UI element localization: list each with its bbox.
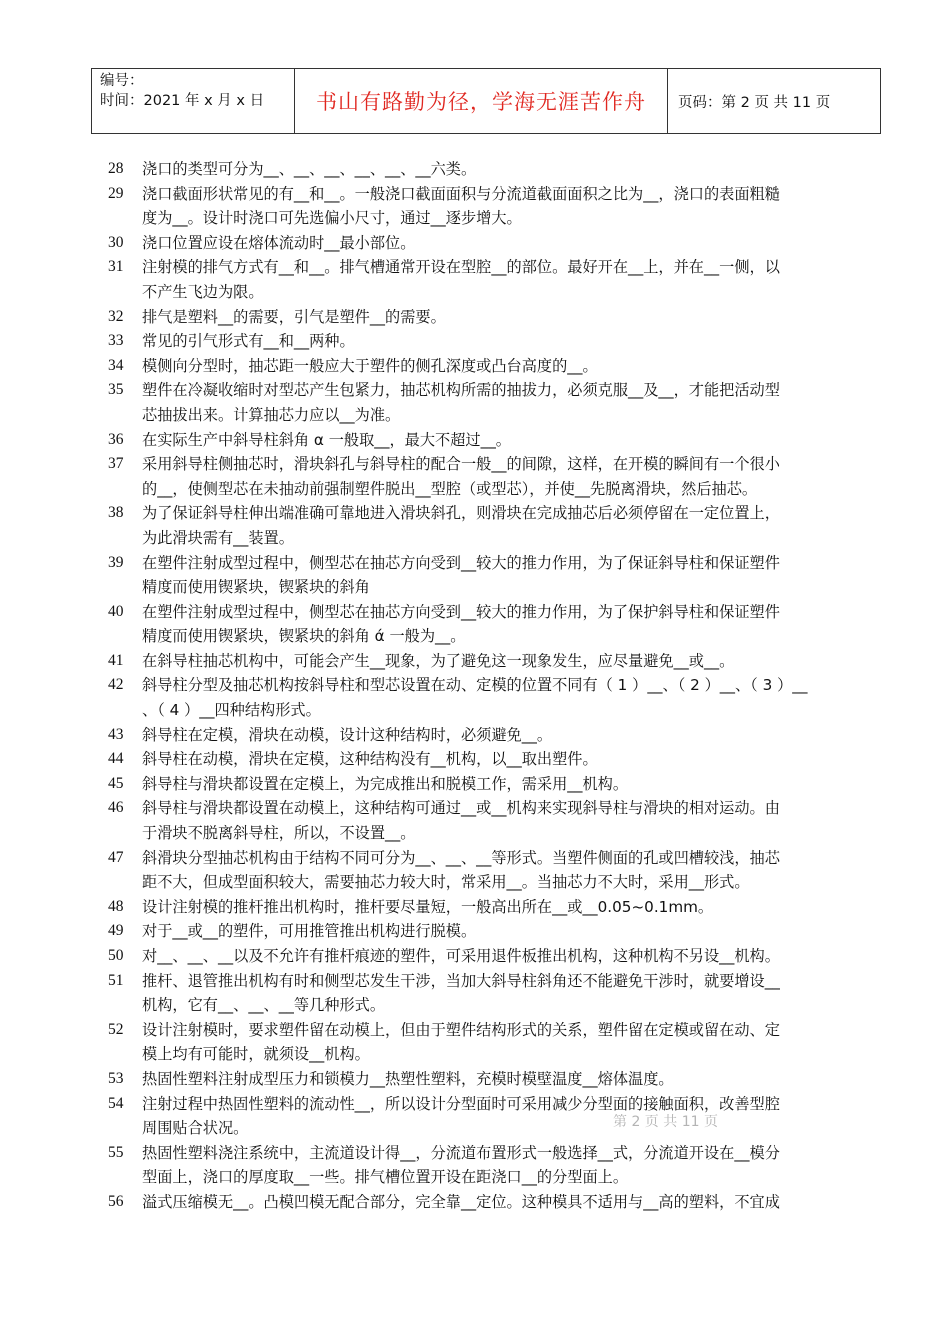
document-header xyxy=(91,68,881,134)
item-number: 52 xyxy=(108,1020,124,1038)
list-item xyxy=(108,846,860,895)
list-item xyxy=(108,329,860,354)
item-number: 46 xyxy=(108,799,124,817)
item-text: 注射过程中热固性塑料的流动性__，所以设计分型面时可采用减少分型面的接触面积，改善型腔 周围贴合状况。 xyxy=(142,1094,780,1138)
list-item xyxy=(108,255,860,304)
item-number: 53 xyxy=(108,1069,124,1087)
item-number: 41 xyxy=(108,651,124,669)
list-item xyxy=(108,551,860,600)
item-number: 35 xyxy=(108,381,124,399)
list-item xyxy=(108,378,860,427)
item-text: 在塑件注射成型过程中，侧型芯在抽芯方向受到__较大的推力作用，为了保证斜导柱和保证塑件 精度而使用锲紧块，锲紧块的斜角 xyxy=(142,553,780,597)
item-number: 54 xyxy=(108,1094,124,1112)
item-text: 浇口截面形状常见的有__和__。一般浇口截面面积与分流道截面面积之比为__，浇口的表面粗糙 度为__。设计时浇口可先选偏小尺寸，通过__逐步增大。 xyxy=(142,184,780,228)
list-item xyxy=(108,673,860,722)
list-item xyxy=(108,796,860,845)
list-item xyxy=(108,428,860,453)
item-text: 在塑件注射成型过程中，侧型芯在抽芯方向受到__较大的推力作用，为了保护斜导柱和保证塑件 精度而使用锲紧块，锲紧块的斜角 ά 一般为__。 xyxy=(142,602,780,646)
item-number: 55 xyxy=(108,1143,124,1161)
list-item xyxy=(108,919,860,944)
item-text: 溢式压缩模无__。凸模凹模无配合部分，完全靠__定位。这种模具不适用与__高的塑料，不宜成 xyxy=(142,1192,780,1211)
item-number: 38 xyxy=(108,504,124,522)
item-number: 44 xyxy=(108,750,124,768)
list-item xyxy=(108,157,860,182)
list-item xyxy=(108,747,860,772)
item-number: 37 xyxy=(108,455,124,473)
list-item xyxy=(108,305,860,330)
list-item xyxy=(108,452,860,501)
list-item xyxy=(108,182,860,231)
question-list xyxy=(108,157,860,1215)
item-number: 42 xyxy=(108,676,124,694)
item-number: 50 xyxy=(108,947,124,964)
list-item xyxy=(108,969,860,1018)
item-text: 热固性塑料注射成型压力和锁模力__热塑性塑料，充模时模壁温度__熔体温度。 xyxy=(142,1069,674,1088)
item-text: 在实际生产中斜导柱斜角 α 一般取__，最大不超过__。 xyxy=(142,430,511,449)
item-number: 56 xyxy=(108,1192,124,1210)
item-text: 为了保证斜导柱伸出端准确可靠地进入滑块斜孔，则滑块在完成抽芯后必须停留在一定位置上， 为此滑块需有__装置。 xyxy=(142,504,780,547)
item-number: 49 xyxy=(108,922,124,940)
item-text: 斜导柱与滑块都设置在动模上，这种结构可通过__或__机构来实现斜导柱与滑块的相对运动。由 于滑块不脱离斜导柱，所以，不设置__。 xyxy=(142,799,780,843)
list-item xyxy=(108,354,860,379)
item-text: 推杆、退管推出机构有时和侧型芯发生干涉，当加大斜导柱斜角还不能避免干涉时，就要增设__ 机构，它有__、__、__等几种形式。 xyxy=(142,971,780,1015)
item-number: 33 xyxy=(108,332,124,350)
item-text: 设计注射模的推杆推出机构时，推杆要尽量短，一般高出所在__或__0.05~0.1mm。 xyxy=(142,897,714,916)
time-label: 时间：2021 年 x 月 x 日 xyxy=(100,93,265,109)
item-text: 浇口位置应设在熔体流动时__最小部位。 xyxy=(142,233,416,252)
item-text: 注射模的排气方式有__和__。排气槽通常开设在型腔__的部位。最好开在__上，并在__一侧，以 不产生飞边为限。 xyxy=(142,258,780,301)
list-item xyxy=(108,1092,860,1141)
item-number: 32 xyxy=(108,307,124,325)
list-item xyxy=(108,1018,860,1067)
list-item xyxy=(108,501,860,550)
header-meta xyxy=(92,69,295,133)
item-text: 常见的引气形式有__和__两种。 xyxy=(142,332,355,351)
item-text: 斜导柱在动模，滑块在定模，这种结构没有__机构，以__取出塑件。 xyxy=(142,750,598,769)
item-text: 排气是塑料__的需要，引气是塑件__的需要。 xyxy=(142,307,446,326)
item-number: 28 xyxy=(108,160,124,177)
item-text: 塑件在冷凝收缩时对型芯产生包紧力，抽芯机构所需的抽拔力，必须克服__及__，才能把活动型 芯抽拔出来。计算抽芯力应以__为准。 xyxy=(142,381,780,424)
list-item xyxy=(108,1190,860,1215)
list-item xyxy=(108,772,860,797)
item-number: 45 xyxy=(108,774,124,792)
item-number: 34 xyxy=(108,356,124,374)
page-footer-overlay: 第 2 页 共 11 页 xyxy=(613,1114,718,1130)
item-number: 48 xyxy=(108,897,124,915)
item-number: 40 xyxy=(108,602,124,620)
item-text: 对__、__、__以及不允许有推杆痕迹的塑件，可采用退件板推出机构，这种机构不另设__机构。 xyxy=(142,947,780,965)
item-number: 31 xyxy=(108,258,124,276)
list-item xyxy=(108,723,860,748)
item-number: 39 xyxy=(108,553,124,571)
item-number: 29 xyxy=(108,184,124,202)
item-text: 对于__或__的塑件，可用推管推出机构进行脱模。 xyxy=(142,922,477,941)
item-text: 浇口的类型可分为__、__、__、__、__、__六类。 xyxy=(142,160,477,178)
item-text: 在斜导柱抽芯机构中，可能会产生__现象，为了避免这一现象发生，应尽量避免__或__。 xyxy=(142,651,735,670)
item-text: 斜导柱分型及抽芯机构按斜导柱和型芯设置在动、定模的位置不同有（ 1 ）__、（ 2 ）__、（ 3 ）__ 、（ 4 ）__四种结构形式。 xyxy=(142,676,808,720)
item-text: 热固性塑料浇注系统中，主流道设计得__，分流道布置形式一般选择__式，分流道开设在__模分 型面上，浇口的厚度取__一些。排气槽位置开设在距浇口__的分型面上。 xyxy=(142,1143,780,1187)
item-number: 47 xyxy=(108,848,124,866)
code-label: 编号： xyxy=(100,73,144,89)
item-text: 模侧向分型时，抽芯距一般应大于塑件的侧孔深度或凸台高度的__。 xyxy=(142,356,598,375)
item-number: 51 xyxy=(108,971,124,989)
item-text: 设计注射模时，要求塑件留在动模上，但由于塑件结构形式的关系，塑件留在定模或留在动、定 模上均有可能时，就须设__机构。 xyxy=(142,1020,780,1064)
list-item xyxy=(108,895,860,920)
item-text: 斜导柱在定模，滑块在动模，设计这种结构时，必须避免__。 xyxy=(142,725,553,744)
list-item xyxy=(108,600,860,649)
list-item xyxy=(108,231,860,256)
list-item xyxy=(108,1141,860,1190)
item-text: 斜滑块分型抽芯机构由于结构不同可分为__、__、__等形式。当塑件侧面的孔或凹槽较浅，抽芯 距不大，但成型面积较大，需要抽芯力较大时，常采用__。当抽芯力不大时，采用__形式。 xyxy=(142,848,780,892)
item-number: 43 xyxy=(108,725,124,743)
item-text: 斜导柱与滑块都设置在定模上，为完成推出和脱模工作，需采用__机构。 xyxy=(142,774,628,793)
list-item xyxy=(108,1067,860,1092)
list-item xyxy=(108,944,860,969)
motto-title: 书山有路勤为径，学海无涯苦作舟 xyxy=(295,69,668,133)
item-number: 36 xyxy=(108,430,124,448)
item-text: 采用斜导柱侧抽芯时，滑块斜孔与斜导柱的配合一般__的间隙，这样，在开模的瞬间有一个很小 的__，使侧型芯在未抽动前强制塑件脱出__型腔（或型芯），并使__先脱离滑块，然后抽芯。 xyxy=(142,455,780,498)
list-item xyxy=(108,649,860,674)
item-number: 30 xyxy=(108,233,124,251)
page-info: 页码：第 2 页 共 11 页 xyxy=(678,94,831,111)
